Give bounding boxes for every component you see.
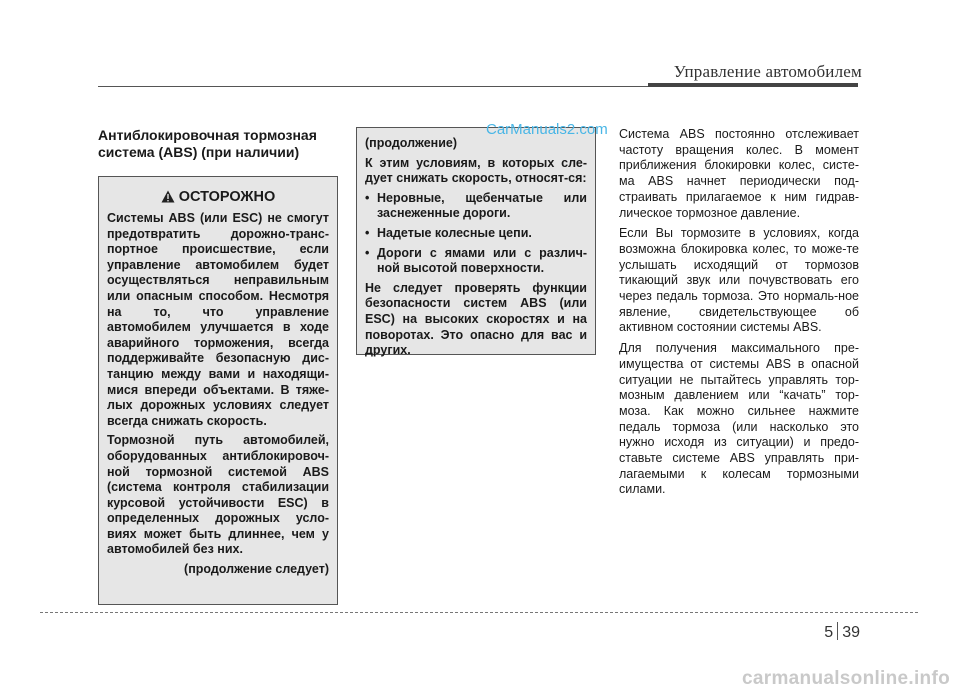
column-middle	[356, 127, 596, 358]
warning-paragraph-2: Тормозной путь автомобилей, оборудованных антиблокировоч-ной тормозной системой ABS (система контроля стабилизации курсовой устойчивости ESC) в определенных дорожных усло-виях может быть длиннее, чем у автомобилей без них.	[107, 433, 329, 557]
section-heading	[98, 127, 338, 161]
header-title: Управление автомобилем	[673, 62, 862, 81]
list-item: • Неровные, щебенчатые или заснеженные дороги.	[365, 190, 587, 221]
header-rule-accent	[648, 83, 858, 87]
list-item: • Дороги с ямами или с различ-ной высотой поверхности.	[365, 245, 587, 276]
warning-continuation-label: (продолжение)	[365, 136, 458, 150]
list-item: • Надетые колесные цепи.	[365, 225, 532, 240]
warning-box	[98, 176, 338, 605]
section-heading-line1: Антиблокировочная тормозная	[98, 127, 317, 143]
warning-bullet-list	[365, 191, 587, 277]
page-number-divider	[837, 622, 838, 640]
warning-title-text: ОСТОРОЖНО	[178, 189, 276, 205]
body-paragraph-3: Для получения максимального пре-имущества от системы ABS в опасной ситуации не пытайтесь управлять тор-мозным давлением или “качать” тор-моза. Как можно сильнее нажмите педаль тормоза (или насколько это нужно исходя из ситуации) и предо-ставьте системе ABS управлять при-лагаемыми к колесам тормозными силами.	[619, 341, 859, 497]
body-paragraph-1: Система ABS постоянно отслеживает частоту вращения колес. В момент приближения блокировки колес, систе-ма ABS начнет периодически под-страивать прилагаемое к ним гидрав-лическое тормозное давление.	[619, 127, 859, 220]
warning-continued: (продолжение следует)	[184, 562, 329, 577]
chapter-number: 5	[824, 624, 834, 641]
page-number-value: 39	[842, 624, 860, 641]
warning-box-continued	[356, 127, 596, 358]
footer-rule	[40, 612, 918, 613]
warning-outro: Не следует проверять функции безопасности систем ABS (или ESC) на высоких скоростях и на поворотах. Это опасно для вас и других.	[365, 280, 587, 358]
warning-intro: К этим условиям, в которых сле-дует снижать скорость, относят-ся:	[365, 155, 587, 186]
section-heading-line2: система (ABS) (при наличии)	[98, 144, 300, 160]
warning-title	[107, 189, 329, 205]
body-paragraph-2: Если Вы тормозите в условиях, когда возможна блокировка колес, то може-те услышать исходящий от тормозов тикающий звук или почувствовать его через педаль тормоза. Это нормаль-ное явление, свидетельствующее об активном состоянии системы ABS.	[619, 226, 859, 335]
watermark-link-bottom[interactable]: carmanualsonline.info	[742, 668, 950, 689]
warning-triangle-icon	[161, 190, 175, 203]
warning-paragraph-1: Системы ABS (или ESC) не смогут предотвратить дорожно-транс-портное происшествие, если управление автомобилем будет осуществляться неправильным или опасным способом. Несмотря на то, что управление автомобилем улучшается в ходе аварийного торможения, всегда поддерживайте безопасную дис-танцию между вами и находящи-мися впереди объектами. В тяже-лых дорожных условиях следует всегда снижать скорость.	[107, 211, 329, 428]
column-right	[619, 127, 859, 503]
column-left	[98, 127, 338, 605]
watermark-link-top[interactable]: CarManuals2.com	[486, 121, 608, 138]
page-number	[824, 622, 860, 642]
